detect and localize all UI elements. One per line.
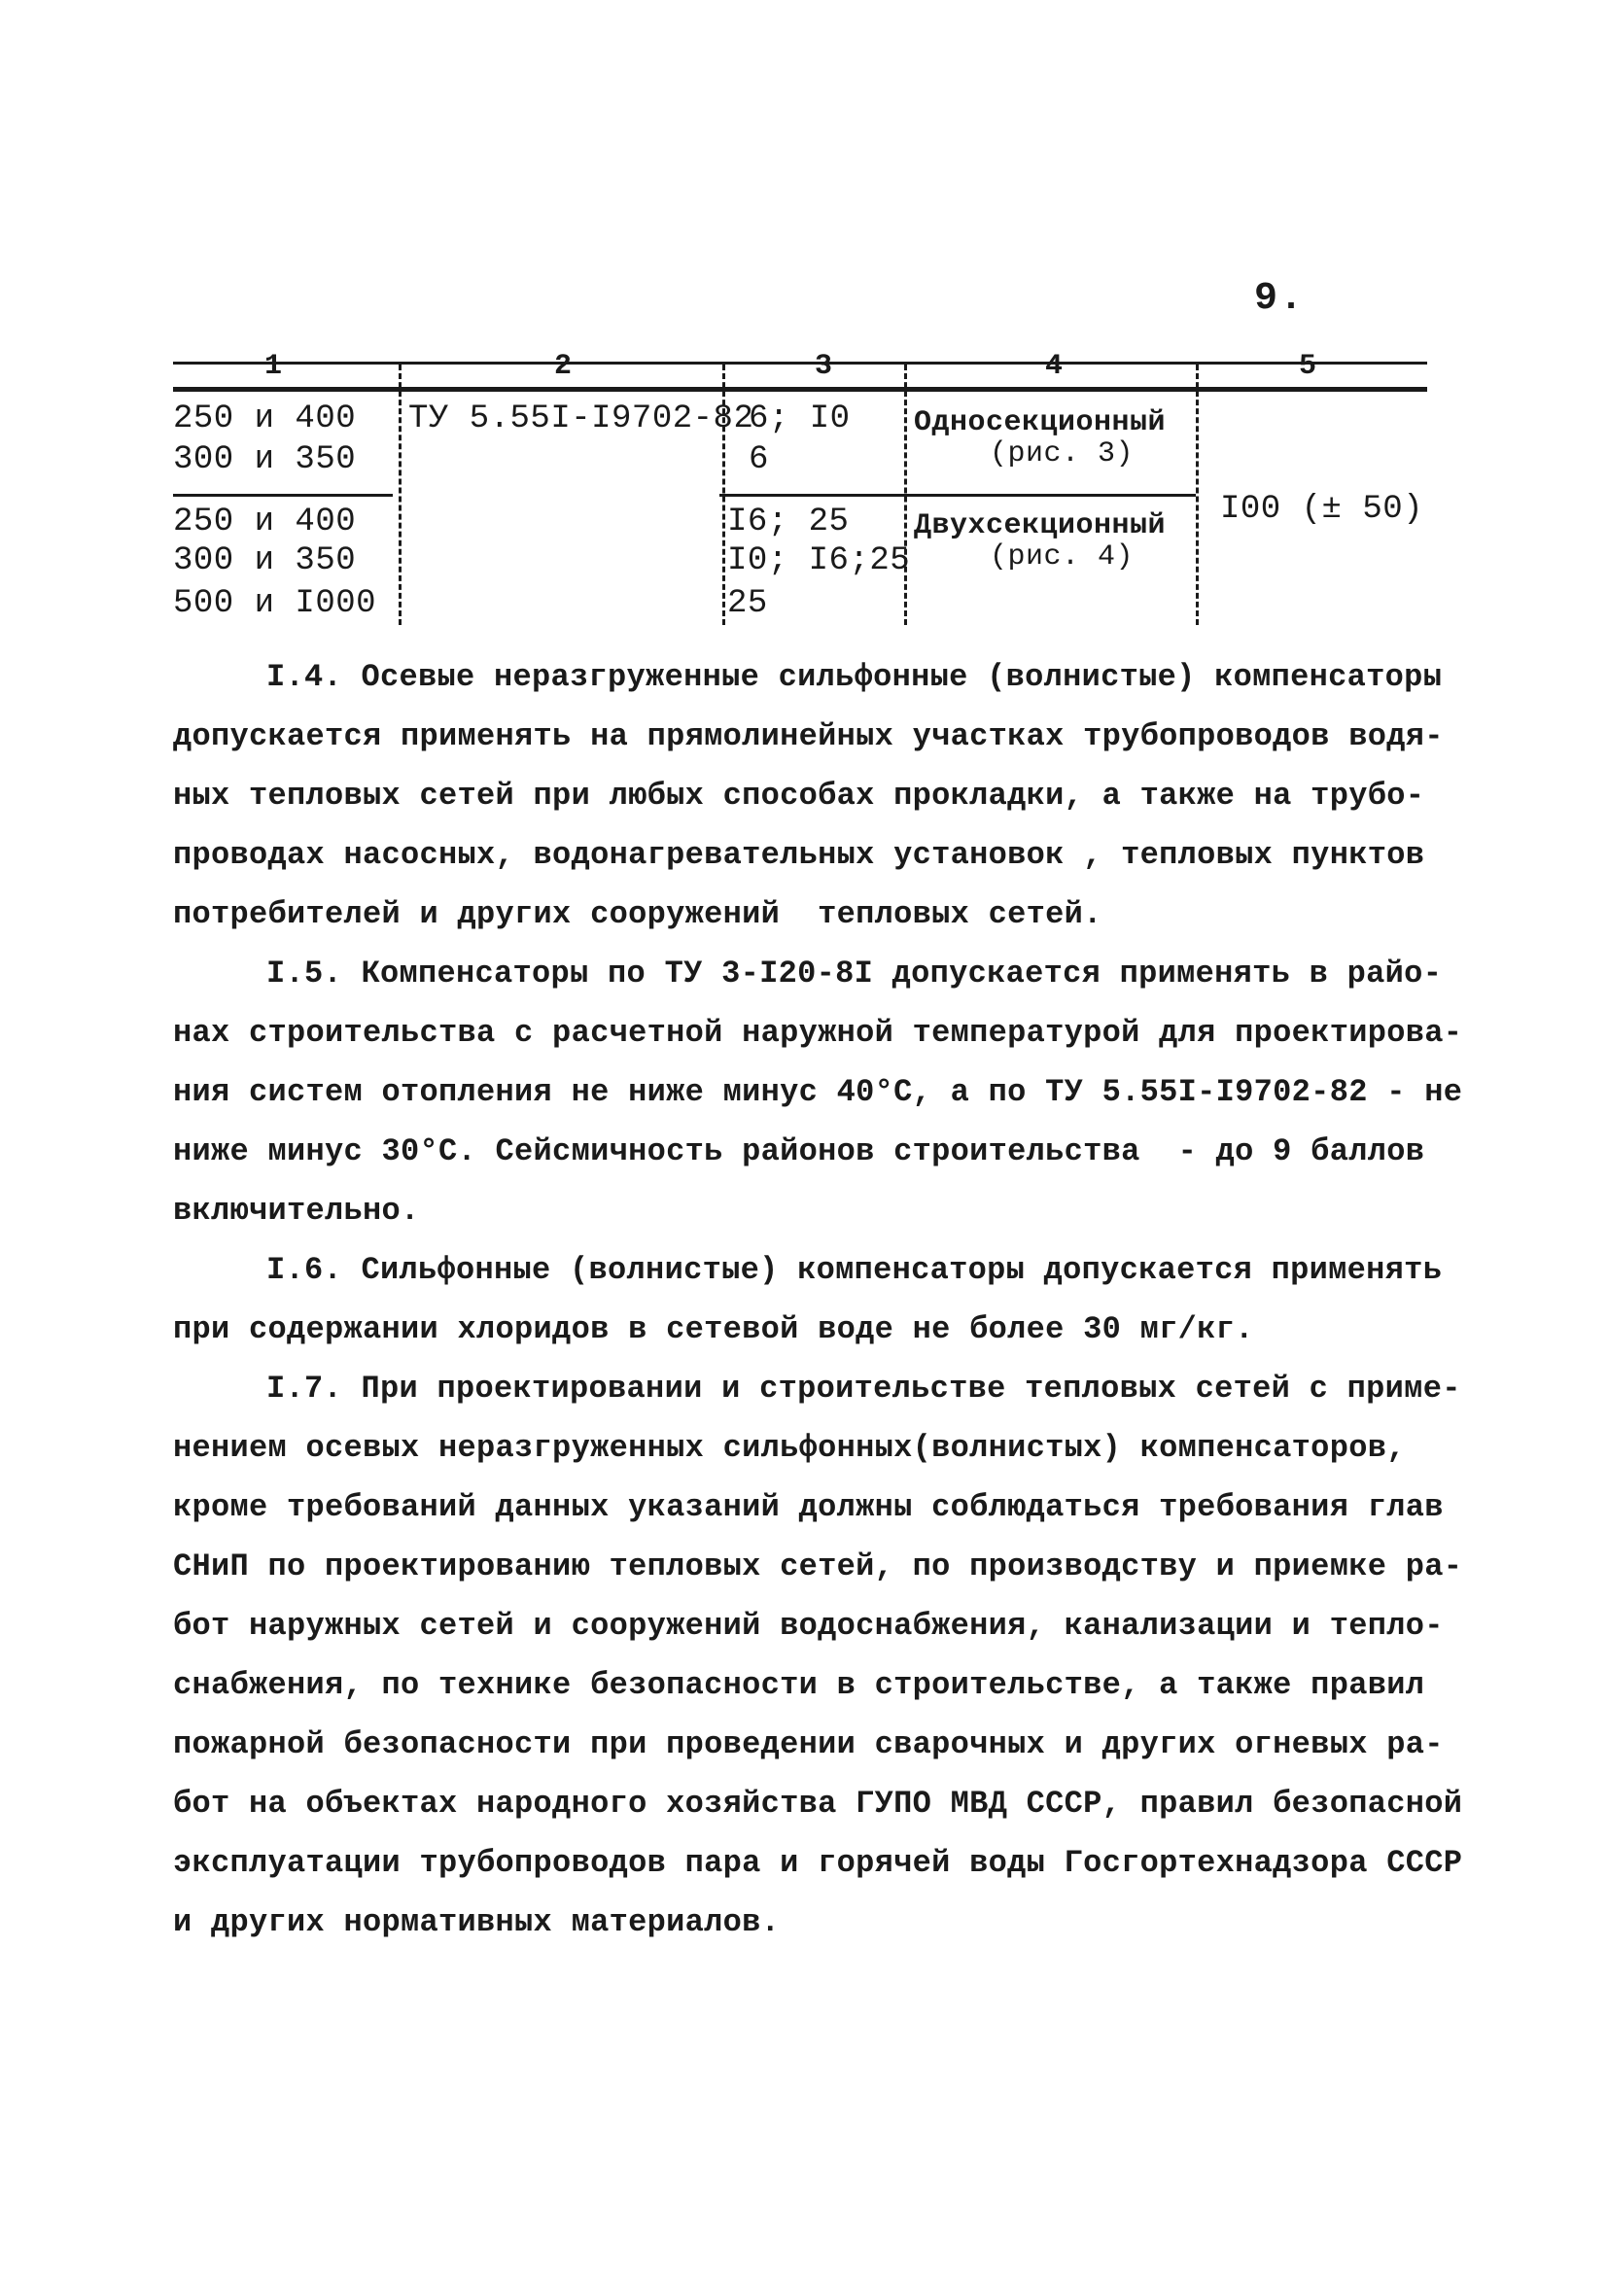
data-table (0, 0, 1608, 642)
table-header-3: 3 (815, 350, 833, 383)
text-line: проводах насосных, водонагревательных установок , тепловых пунктов (173, 837, 1425, 873)
text-line: I.4. Осевые неразгруженные сильфонные (волнистые) компенсаторы (266, 659, 1443, 695)
paragraph-1-7 (173, 1359, 1463, 1952)
text-line: и других нормативных материалов. (173, 1904, 781, 1940)
text-line: I.5. Компенсаторы по ТУ 3-I20-8I допускается применять в райо- (266, 956, 1443, 991)
text-line: снабжения, по технике безопасности в строительстве, а также правил (173, 1667, 1425, 1703)
table-cell-pressure: I6; 25 (727, 504, 850, 540)
paragraph-1-4 (173, 647, 1444, 944)
table-column-separator (904, 365, 907, 625)
table-cell-pressure: I0; I6;25 (727, 542, 911, 579)
table-cell-type-figure: (рис. 3) (990, 437, 1135, 470)
page-number: 9. (1254, 277, 1306, 321)
text-line: ниже минус 30°С. Сейсмичность районов строительства - до 9 баллов (173, 1133, 1425, 1169)
table-header-4: 4 (1045, 350, 1064, 383)
text-line: кроме требований данных указаний должны соблюдаться требования глав (173, 1489, 1444, 1525)
text-line: включительно. (173, 1193, 420, 1229)
text-line: допускается применять на прямолинейных участках трубопроводов водя- (173, 718, 1444, 754)
table-header-2: 2 (554, 350, 573, 383)
table-cell-movement: I00 (± 50) (1220, 491, 1424, 528)
text-line: I.7. При проектировании и строительстве тепловых сетей с приме- (266, 1371, 1461, 1407)
table-column-separator (1196, 365, 1199, 625)
text-line: бот наружных сетей и сооружений водоснабжения, канализации и тепло- (173, 1608, 1444, 1644)
paragraph-1-6 (173, 1240, 1443, 1359)
table-cell-pressure: 6 (749, 441, 769, 478)
text-line: при содержании хлоридов в сетевой воде не более 30 мг/кг. (173, 1311, 1254, 1347)
table-header-rule (173, 387, 1427, 392)
text-line: пожарной безопасности при проведении сварочных и других огневых ра- (173, 1726, 1444, 1762)
table-row-divider (173, 494, 393, 497)
text-line: нением осевых неразгруженных сильфонных(волнистых) компенсаторов, (173, 1430, 1406, 1466)
text-line: I.6. Сильфонные (волнистые) компенсаторы допускается применять (266, 1252, 1443, 1288)
table-cell-diameter: 300 и 350 (173, 441, 357, 478)
table-row-divider (719, 494, 1196, 497)
table-cell-type-figure: (рис. 4) (990, 540, 1135, 574)
table-top-rule (173, 362, 1427, 365)
table-header-5: 5 (1299, 350, 1317, 383)
text-line: нах строительства с расчетной наружной температурой для проектирова- (173, 1015, 1463, 1051)
table-cell-type: Двухсекционный (914, 509, 1167, 542)
table-cell-diameter: 250 и 400 (173, 504, 357, 540)
text-line: СНиП по проектированию тепловых сетей, по производству и приемке ра- (173, 1548, 1463, 1584)
table-cell-pressure: 25 (727, 585, 768, 622)
text-line: ных тепловых сетей при любых способах прокладки, а также на трубо- (173, 778, 1425, 814)
body-text (173, 647, 1463, 1952)
text-line: ния систем отопления не ниже минус 40°С, а по ТУ 5.55I-I9702-82 - не (173, 1074, 1463, 1110)
table-cell-diameter: 300 и 350 (173, 542, 357, 579)
table-cell-diameter: 250 и 400 (173, 400, 357, 437)
paragraph-1-5 (173, 944, 1463, 1240)
text-line: бот на объектах народного хозяйства ГУПО МВД СССР, правил безопасной (173, 1786, 1463, 1822)
table-cell-diameter: 500 и I000 (173, 585, 377, 622)
table-cell-pressure: 6; I0 (749, 400, 851, 437)
table-column-separator (399, 365, 402, 625)
text-line: эксплуатации трубопроводов пара и горячей воды Госгортехнадзора СССР (173, 1845, 1463, 1881)
table-cell-type: Односекционный (914, 406, 1167, 439)
text-line: потребителей и других сооружений тепловых сетей. (173, 896, 1102, 932)
table-cell-spec: ТУ 5.55I-I9702-82 (408, 400, 754, 437)
table-header-1: 1 (264, 350, 283, 383)
